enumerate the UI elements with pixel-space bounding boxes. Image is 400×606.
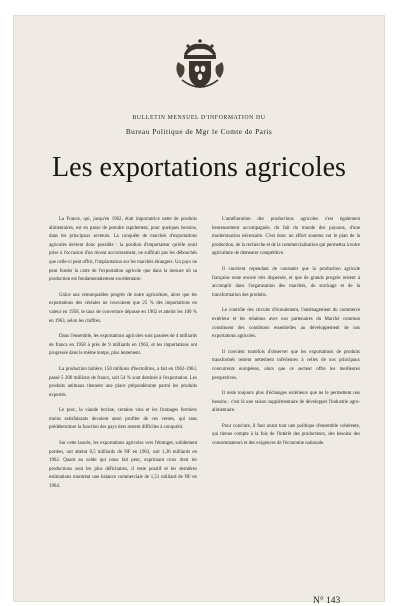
paragraph: Il convient toutefois d'observer que les exportations de produits transformés restent nettement inférieures à celles de nos principaux concurrents européens, alors que ce secteur offre les meilleures perspectives. [212,349,360,381]
paragraph: Grâce aux remarquables progrès de notre agriculture, alors que les exportations des céréales ne couvraient que 25 % des importations en valeur en 1958, le taux de couverture dépasse en 1962 et atteint les 100 % en 1963, selon les chiffres. [49,292,197,324]
paragraph: Il convient cependant de constater que la production agricole française reste encore très dispersée, et que de grands progrès restent à accomplir dans l'organisation des marchés, du stockage et de la transformation des produits. [212,266,360,298]
paragraph: Sur cette lancée, les exportations agricoles vers l'étranger, solidement portées, ont atteint 8,5 milliards de NF en 1963, soit 1,36 milliards en 1962. Quant au solde qui nous fait peur, exprimant ceux dont les productions sont les plus déficitaires, il reste positif et les dernières estimations montrent une balance commerciale de 1,51 milliard de NF en 1964. [49,441,197,490]
paragraph: La France, qui, jusqu'en 1962, était importatrice nette de produits alimentaires, est en passe de prendre rapidement, pour quelques besoins, dans les principaux secteurs. La conquête de marchés d'exportations agricoles devient donc possible : la position d'importateur qu'elle avait prise à l'occasion d'un récent accroissement, ne suffirait pas les débouchés que celle-ci peut offrir, l'implantation sur les marchés étrangers. Un pays ne peut fonder la carte de l'exportation agricole que dans la mesure où sa production est fondamentalement excédentaire. [49,217,197,283]
paragraph: La production laitière, 150 millions d'hectolitres, a fait en 1962-1963, passé 5 200 millions de francs, soit 54 % sont destinés à l'exportation. Les produits animaux tiennent une place prépondérante parmi les produits exportés. [49,366,197,398]
left-column [49,216,197,566]
paragraph: Le porc, la viande bovine, certains vins et les fromages fermiers moins satisfaisants devaient aussi profiter de ces ventes, qui sans prédéterminer la fonction des pays tiers restent difficiles à conquérir. [49,408,197,431]
document-page [14,16,384,606]
right-column [212,216,360,566]
issue-number: N° 143 [313,596,341,606]
page-title: Les exportations agricoles [52,152,346,183]
paragraph: Il reste toujours plus d'échanges extérieurs que ne le permettent nos besoins : c'est là une raison supplémentaire de développer l'industrie agro-alimentaire. [212,391,360,414]
paragraph: Le contrôle des circuits d'écoulement, l'aménagement du commerce extérieur et les relations avec nos partenaires du Marché commun constituent des conditions essentielles au développement de nos exportations agricoles. [212,308,360,340]
bulletin-heading: BULLETIN MENSUEL D'INFORMATION DU [132,115,266,121]
royal-crest-icon [172,34,228,92]
paragraph: Pour conclure, il faut avant tout une politique d'ensemble cohérente, qui tienne compte à la fois de l'intérêt des producteurs, des besoins des consommateurs et des exigences de l'économie nationale. [212,423,360,447]
bureau-heading: Bureau Politique de Mgr le Comte de Paris [125,127,273,136]
paragraph: Dans l'ensemble, les exportations agricoles sont passées de 4 milliards de francs en 1958 à près de 9 milliards en 1963, et les importations ont progressé dans le même temps, plus lentement. [49,334,197,357]
paragraph: L'amélioration des productions agricoles s'est également heureusement accompagnée, du fait du monde des paysans, d'une modernisation nécessaire. C'est donc un effort soutenu sur le plan de la production, de la recherche et de la commercialisation qui permettra à notre agriculture de demeurer compétitive. [212,217,360,257]
